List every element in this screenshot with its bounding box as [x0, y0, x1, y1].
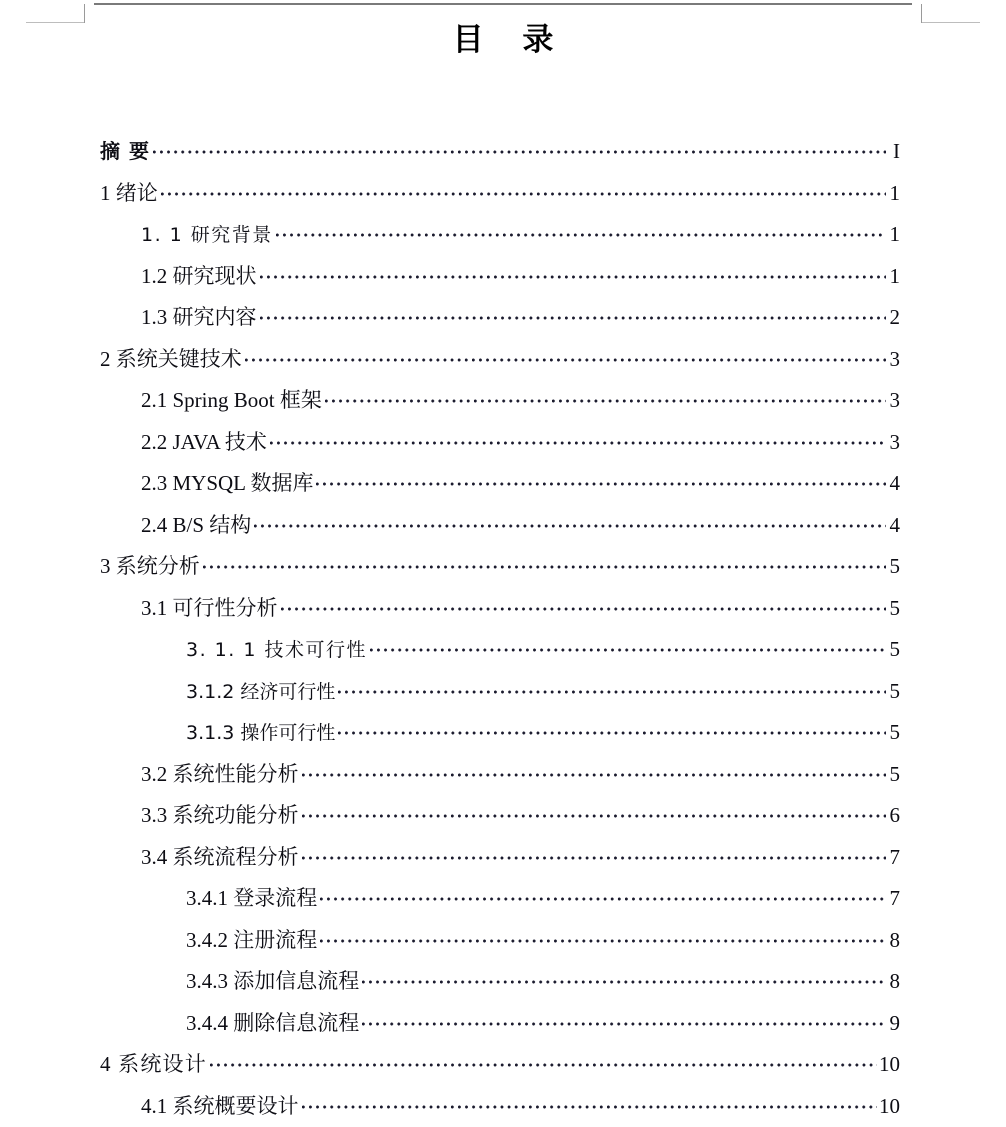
toc-entry[interactable] — [0, 339, 1006, 381]
toc-entry[interactable] — [0, 878, 1006, 920]
toc-leader-dots — [210, 1063, 877, 1067]
toc-leader-dots — [316, 482, 886, 486]
toc-entry[interactable] — [0, 463, 1006, 505]
toc-entry-label: 3.4.2 注册流程 — [186, 920, 317, 962]
toc-entry-label: 3.2 系统性能分析 — [141, 754, 299, 796]
toc-entry-page-number: 5 — [888, 754, 900, 796]
toc-entry-page-number: 9 — [888, 1003, 900, 1045]
toc-entry[interactable] — [0, 629, 1006, 671]
toc-leader-dots — [302, 1105, 878, 1109]
toc-entry-label: 2.2 JAVA 技术 — [141, 422, 267, 464]
toc-entry-label: 摘 要 — [100, 131, 150, 173]
toc-entry[interactable] — [0, 754, 1006, 796]
toc-entry-label: 3.1.3 操作可行性 — [186, 713, 335, 755]
toc-entry-page-number: 1 — [888, 214, 900, 256]
toc-entry[interactable] — [0, 173, 1006, 215]
toc-entry[interactable] — [0, 214, 1006, 256]
toc-entry-page-number: 5 — [888, 546, 900, 588]
toc-entry-label: 2.1 Spring Boot 框架 — [141, 380, 322, 422]
toc-entry[interactable] — [0, 712, 1006, 754]
toc-entry-label: 3 系统分析 — [100, 546, 200, 588]
toc-entry[interactable] — [0, 505, 1006, 547]
toc-entry[interactable] — [0, 588, 1006, 630]
toc-leader-dots — [203, 565, 886, 569]
toc-entry-page-number: 5 — [888, 629, 900, 671]
toc-entry-label: 3.1.2 经济可行性 — [186, 672, 335, 714]
toc-leader-dots — [362, 1022, 886, 1026]
toc-entry-label: 3.4.4 删除信息流程 — [186, 1003, 359, 1045]
toc-entry-label: 3.4 系统流程分析 — [141, 837, 299, 879]
toc-entry[interactable] — [0, 961, 1006, 1003]
toc-entry[interactable] — [0, 422, 1006, 464]
toc-entry-label: 2.4 B/S 结构 — [141, 505, 251, 547]
toc-leader-dots — [302, 773, 887, 777]
toc-entry[interactable] — [0, 297, 1006, 339]
top-margin-rule — [94, 3, 912, 5]
toc-leader-dots — [320, 897, 886, 901]
toc-entry-label: 1.3 研究内容 — [141, 297, 257, 339]
toc-entry[interactable] — [0, 1086, 1006, 1127]
toc-entry[interactable] — [0, 131, 1006, 173]
toc-entry-label: 2.3 MYSQL 数据库 — [141, 463, 313, 505]
toc-entry-page-number: 8 — [888, 920, 900, 962]
toc-entry-label: 3.4.3 添加信息流程 — [186, 961, 359, 1003]
toc-entry-page-number: 5 — [888, 712, 900, 754]
toc-entry-label: 2 系统关键技术 — [100, 339, 242, 381]
toc-entry-label: 3.4.1 登录流程 — [186, 878, 317, 920]
toc-leader-dots — [302, 814, 887, 818]
toc-entry-page-number: 8 — [888, 961, 900, 1003]
toc-leader-dots — [281, 607, 887, 611]
toc-entry-page-number: 10 — [879, 1086, 900, 1127]
toc-leader-dots — [260, 316, 887, 320]
toc-entry-page-number: 1 — [888, 173, 900, 215]
toc-leader-dots — [161, 192, 886, 196]
toc-entry-label: 1.2 研究现状 — [141, 256, 257, 298]
toc-entry-page-number: 3 — [888, 422, 900, 464]
toc-entry[interactable] — [0, 671, 1006, 713]
toc-entry-page-number: 5 — [888, 588, 900, 630]
toc-entry-page-number: 2 — [888, 297, 900, 339]
page-title: 目 录 — [0, 20, 1006, 60]
toc-leader-dots — [276, 233, 886, 237]
toc-leader-dots — [245, 358, 886, 362]
toc-entry[interactable] — [0, 256, 1006, 298]
toc-leader-dots — [270, 441, 886, 445]
toc-entry-label: 1. 1 研究背景 — [141, 215, 273, 257]
toc-entry-label: 4.1 系统概要设计 — [141, 1086, 299, 1127]
toc-entry[interactable] — [0, 837, 1006, 879]
toc-entry-page-number: 5 — [888, 671, 900, 713]
toc-leader-dots — [302, 856, 887, 860]
toc-entry-page-number: 10 — [879, 1044, 900, 1086]
toc-leader-dots — [338, 690, 886, 694]
toc-leader-dots — [338, 731, 886, 735]
toc-entry-label: 3.1 可行性分析 — [141, 588, 278, 630]
toc-entry-page-number: 7 — [888, 878, 900, 920]
table-of-contents — [0, 131, 1006, 1127]
toc-entry-page-number: 1 — [888, 256, 900, 298]
toc-entry[interactable] — [0, 546, 1006, 588]
toc-entry-page-number: 3 — [888, 380, 900, 422]
toc-leader-dots — [320, 939, 886, 943]
toc-entry[interactable] — [0, 795, 1006, 837]
toc-leader-dots — [153, 150, 886, 154]
toc-entry-page-number: 6 — [888, 795, 900, 837]
toc-leader-dots — [362, 980, 886, 984]
toc-entry-page-number: 7 — [888, 837, 900, 879]
toc-entry-page-number: 4 — [888, 505, 900, 547]
toc-entry-page-number: 3 — [888, 339, 900, 381]
toc-entry-label: 4 系统设计 — [100, 1044, 207, 1086]
toc-leader-dots — [370, 648, 886, 652]
toc-leader-dots — [325, 399, 886, 403]
toc-entry[interactable] — [0, 1044, 1006, 1086]
toc-entry-page-number: I — [888, 131, 900, 173]
toc-entry[interactable] — [0, 1003, 1006, 1045]
toc-entry[interactable] — [0, 380, 1006, 422]
toc-entry[interactable] — [0, 920, 1006, 962]
toc-leader-dots — [254, 524, 886, 528]
toc-leader-dots — [260, 275, 887, 279]
toc-entry-label: 3.3 系统功能分析 — [141, 795, 299, 837]
toc-entry-label: 3. 1. 1 技术可行性 — [186, 630, 367, 672]
toc-entry-page-number: 4 — [888, 463, 900, 505]
toc-entry-label: 1 绪论 — [100, 173, 158, 215]
